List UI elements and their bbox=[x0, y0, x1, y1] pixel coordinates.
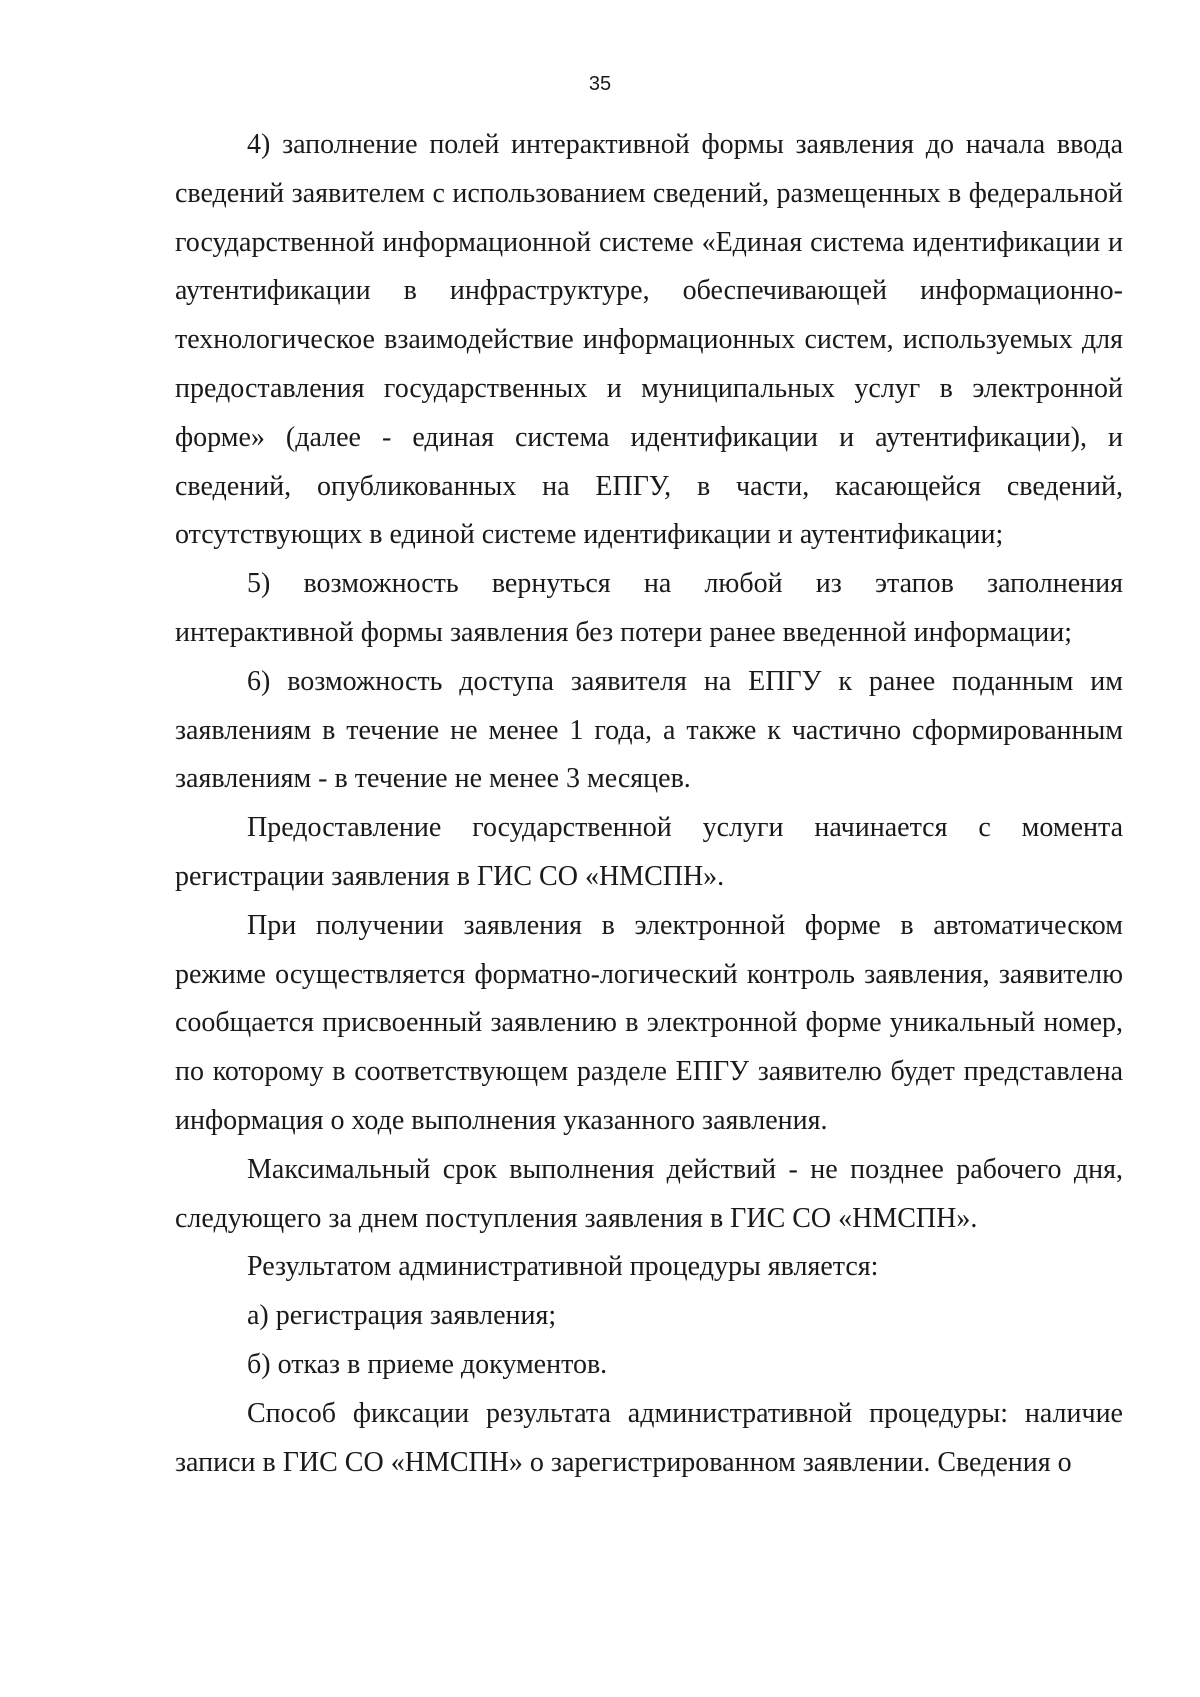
page-number: 35 bbox=[588, 73, 612, 95]
document-body bbox=[175, 121, 1123, 1487]
paragraph-service-start: Предоставление государственной услуги начинается с момента регистрации заявления в ГИС СО «НМСПН». bbox=[175, 812, 1123, 892]
paragraph-item-4: 4) заполнение полей интерактивной формы заявления до начала ввода сведений заявителем с использованием сведений, размещенных в федеральной государственной информационной системе «Единая система идентификации и аутентификации в инфраструктуре, обеспечивающей информационно-технологическое взаимодействие информационных систем, используемых для предоставления государственных и муниципальных услуг в электронной форме» (далее - единая система идентификации и аутентификации), и сведений, опубликованных на ЕПГУ, в части, касающейся сведений, отсутствующих в единой системе идентификации и аутентификации; bbox=[175, 129, 1123, 551]
paragraph-result-heading: Результатом административной процедуры является: bbox=[247, 1251, 879, 1283]
paragraph-item-5: 5) возможность вернуться на любой из этапов заполнения интерактивной формы заявления без потери ранее введенной информации; bbox=[175, 568, 1123, 648]
paragraph-result-a: а) регистрация заявления; bbox=[247, 1300, 557, 1332]
paragraph-result-b: б) отказ в приеме документов. bbox=[247, 1348, 608, 1380]
paragraph-fixation-method: Способ фиксации результата административной процедуры: наличие записи в ГИС СО «НМСПН» о зарегистрированном заявлении. Сведения о bbox=[175, 1397, 1123, 1478]
paragraph-electronic-receipt: При получении заявления в электронной форме в автоматическом режиме осуществляется форматно-логический контроль заявления, заявителю сообщается присвоенный заявлению в электронной форме уникальный номер, по которому в соответствующем разделе ЕПГУ заявителю будет представлена информация о ходе выполнения указанного заявления. bbox=[175, 909, 1123, 1136]
paragraph-max-term: Максимальный срок выполнения действий - не позднее рабочего дня, следующего за днем поступления заявления в ГИС СО «НМСПН». bbox=[175, 1153, 1123, 1234]
paragraph-item-6: 6) возможность доступа заявителя на ЕПГУ к ранее поданным им заявлениям в течение не менее 1 года, а также к частично сформированным заявлениям - в течение не менее 3 месяцев. bbox=[175, 665, 1123, 795]
